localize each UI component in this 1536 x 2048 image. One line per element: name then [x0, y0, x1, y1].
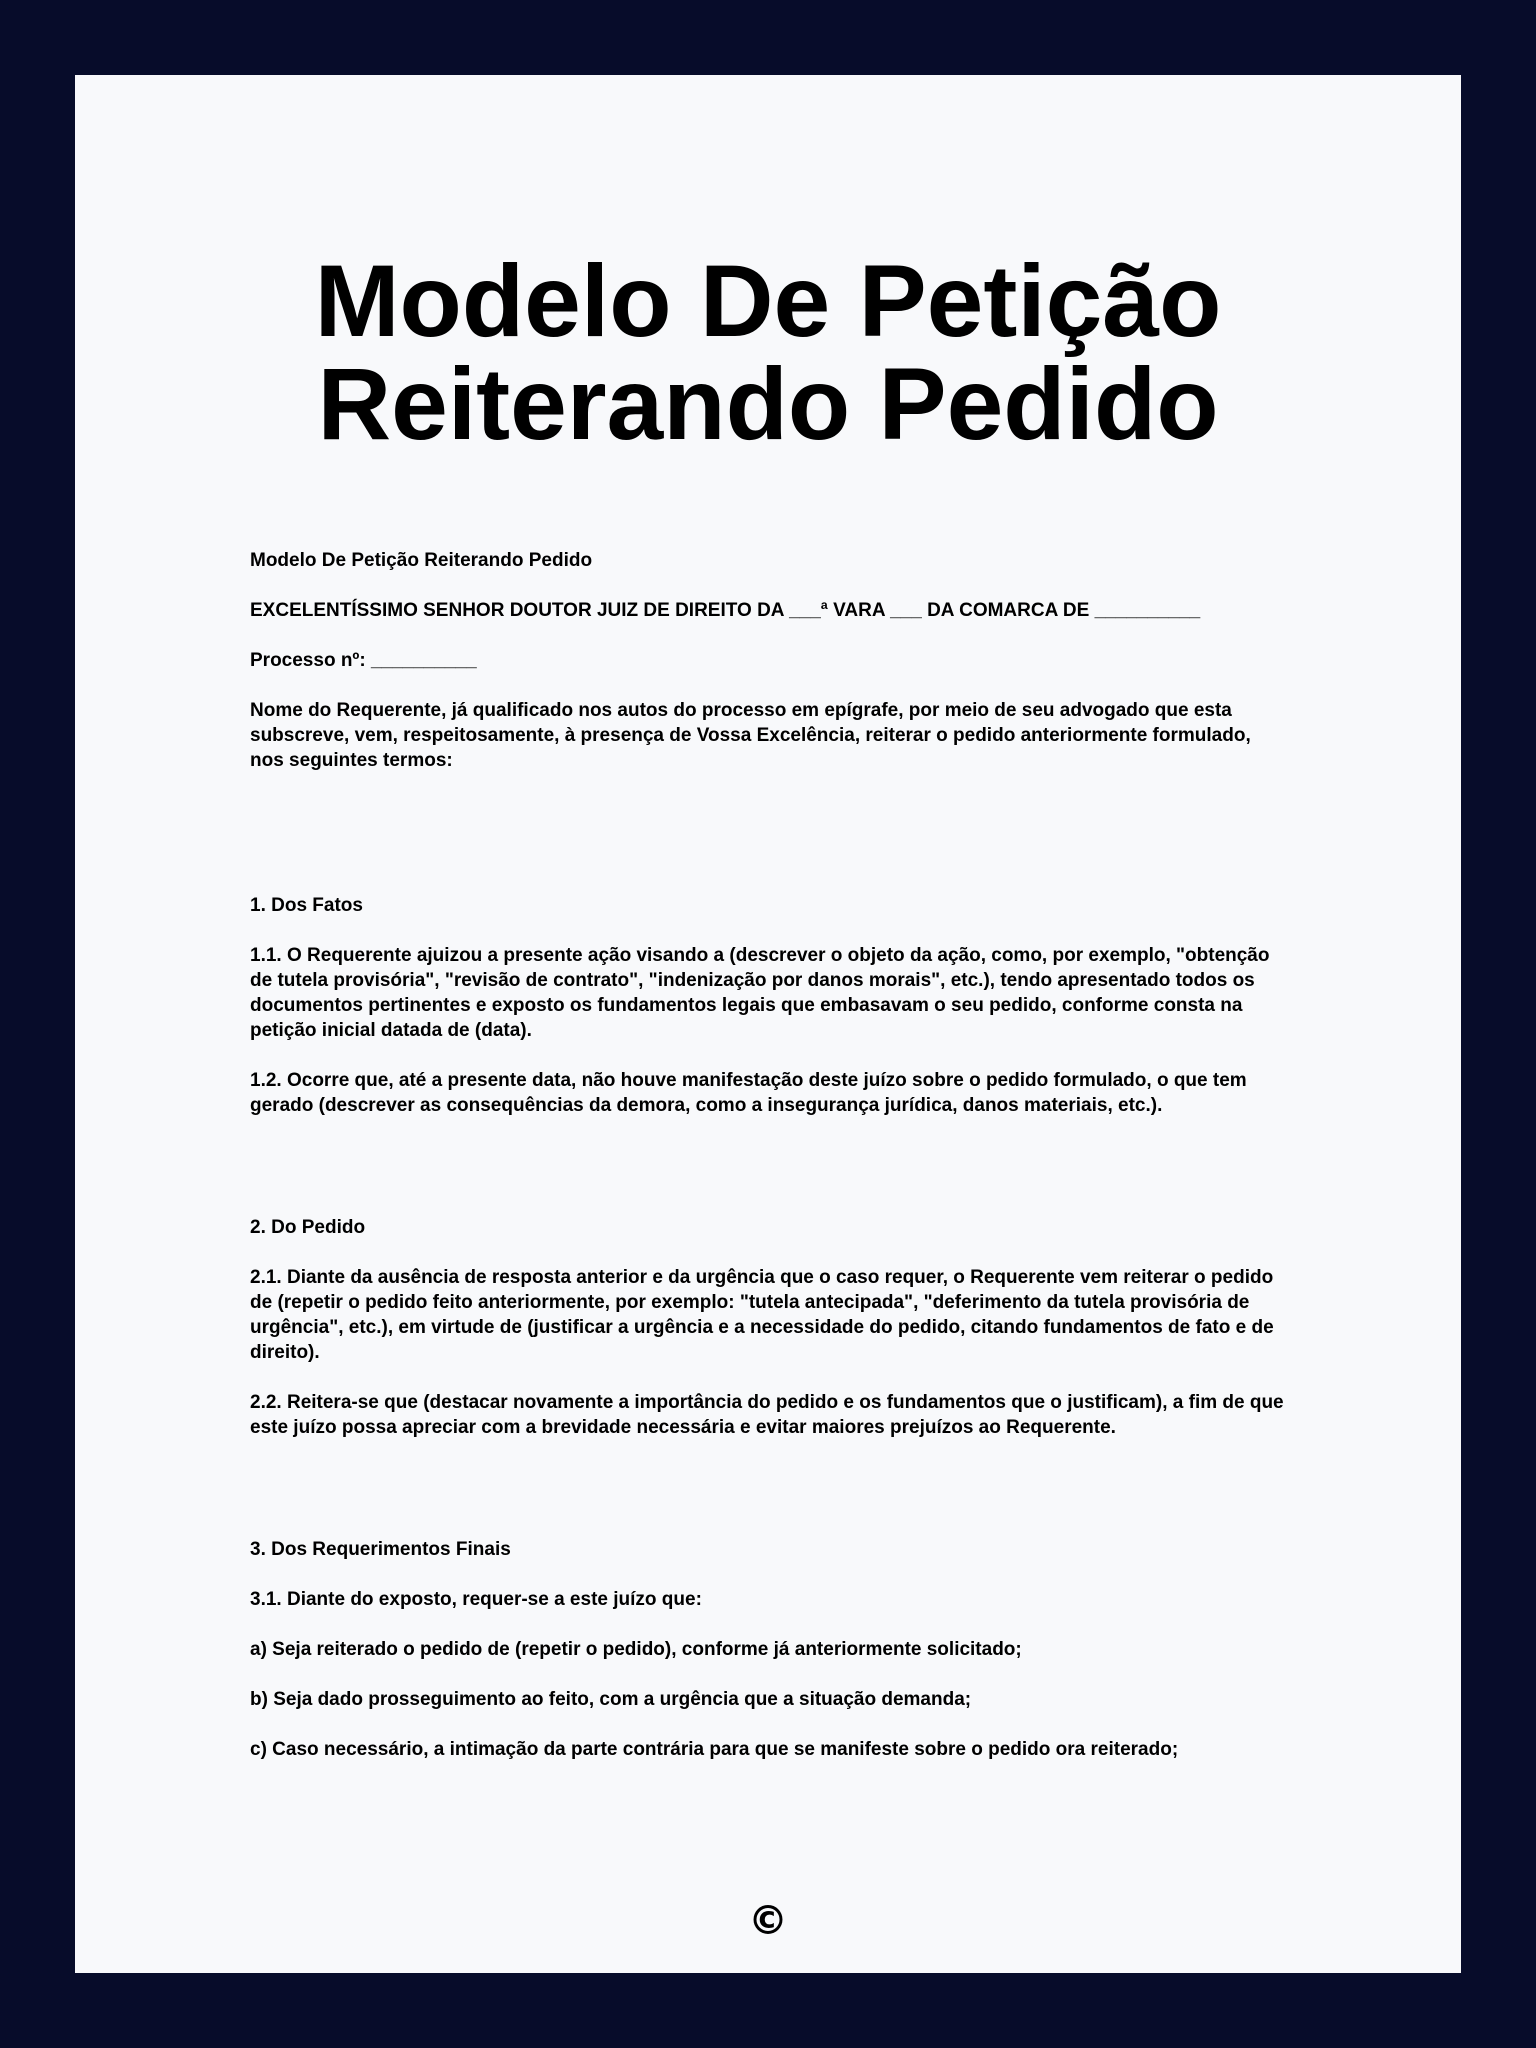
document-body	[250, 548, 1285, 1787]
paragraph-1-2: 1.2. Ocorre que, até a presente data, não houve manifestação deste juízo sobre o pedido formulado, o que tem gerado (descrever as consequências da demora, como a insegurança jurídica, danos materiais, etc.).	[250, 1070, 1247, 1116]
spacer	[250, 1465, 1285, 1537]
intro-paragraph: Nome do Requerente, já qualificado nos autos do processo em epígrafe, por meio de seu advogado que esta subscreve, vem, respeitosamente, à presença de Vossa Excelência, reiterar o pedido anteriormente formulado, nos seguintes termos:	[250, 700, 1251, 771]
list-item-c: c) Caso necessário, a intimação da parte contrária para que se manifeste sobre o pedido ora reiterado;	[250, 1739, 1179, 1760]
addressee: EXCELENTÍSSIMO SENHOR DOUTOR JUIZ DE DIREITO DA ___ª VARA ___ DA COMARCA DE __________	[250, 600, 1201, 621]
list-item-a: a) Seja reiterado o pedido de (repetir o pedido), conforme já anteriormente solicitado;	[250, 1639, 1022, 1660]
section-heading-facts: 1. Dos Fatos	[250, 895, 363, 916]
paragraph-2-1: 2.1. Diante da ausência de resposta anterior e da urgência que o caso requer, o Requerente vem reiterar o pedido de (repetir o pedido feito anteriormente, por exemplo: "tutela antecipada", "deferimento da tutela provisória de urgência", etc.), em virtude de (justificar a urgência e a necessidade do pedido, citando fundamentos de fato e de direito).	[250, 1267, 1274, 1363]
copyright-icon: ©	[748, 1898, 788, 1944]
title-line-2: Reiterando Pedido	[317, 347, 1219, 461]
spacer	[250, 1143, 1285, 1215]
list-item-b: b) Seja dado prosseguimento ao feito, com a urgência que a situação demanda;	[250, 1689, 972, 1710]
spacer	[250, 798, 1285, 893]
process-number: Processo nº: __________	[250, 650, 477, 671]
paragraph-3-1: 3.1. Diante do exposto, requer-se a este juízo que:	[250, 1589, 702, 1610]
title-line-1: Modelo De Petição	[314, 244, 1222, 358]
document-page	[75, 75, 1461, 1973]
paragraph-2-2: 2.2. Reitera-se que (destacar novamente a importância do pedido e os fundamentos que o justificam), a fim de que este juízo possa apreciar com a brevidade necessária e evitar maiores prejuízos ao Requerente.	[250, 1392, 1284, 1438]
document-title	[75, 244, 1461, 461]
paragraph-1-1: 1.1. O Requerente ajuizou a presente ação visando a (descrever o objeto da ação, como, por exemplo, "obtenção de tutela provisória", "revisão de contrato", "indenização por danos morais", etc.), tendo apresentado todos os documentos pertinentes e exposto os fundamentos legais que embasavam o seu pedido, conforme consta na petição inicial datada de (data).	[250, 945, 1270, 1041]
document-subtitle: Modelo De Petição Reiterando Pedido	[250, 550, 593, 571]
section-heading-request: 2. Do Pedido	[250, 1217, 366, 1238]
section-heading-final: 3. Dos Requerimentos Finais	[250, 1539, 511, 1560]
